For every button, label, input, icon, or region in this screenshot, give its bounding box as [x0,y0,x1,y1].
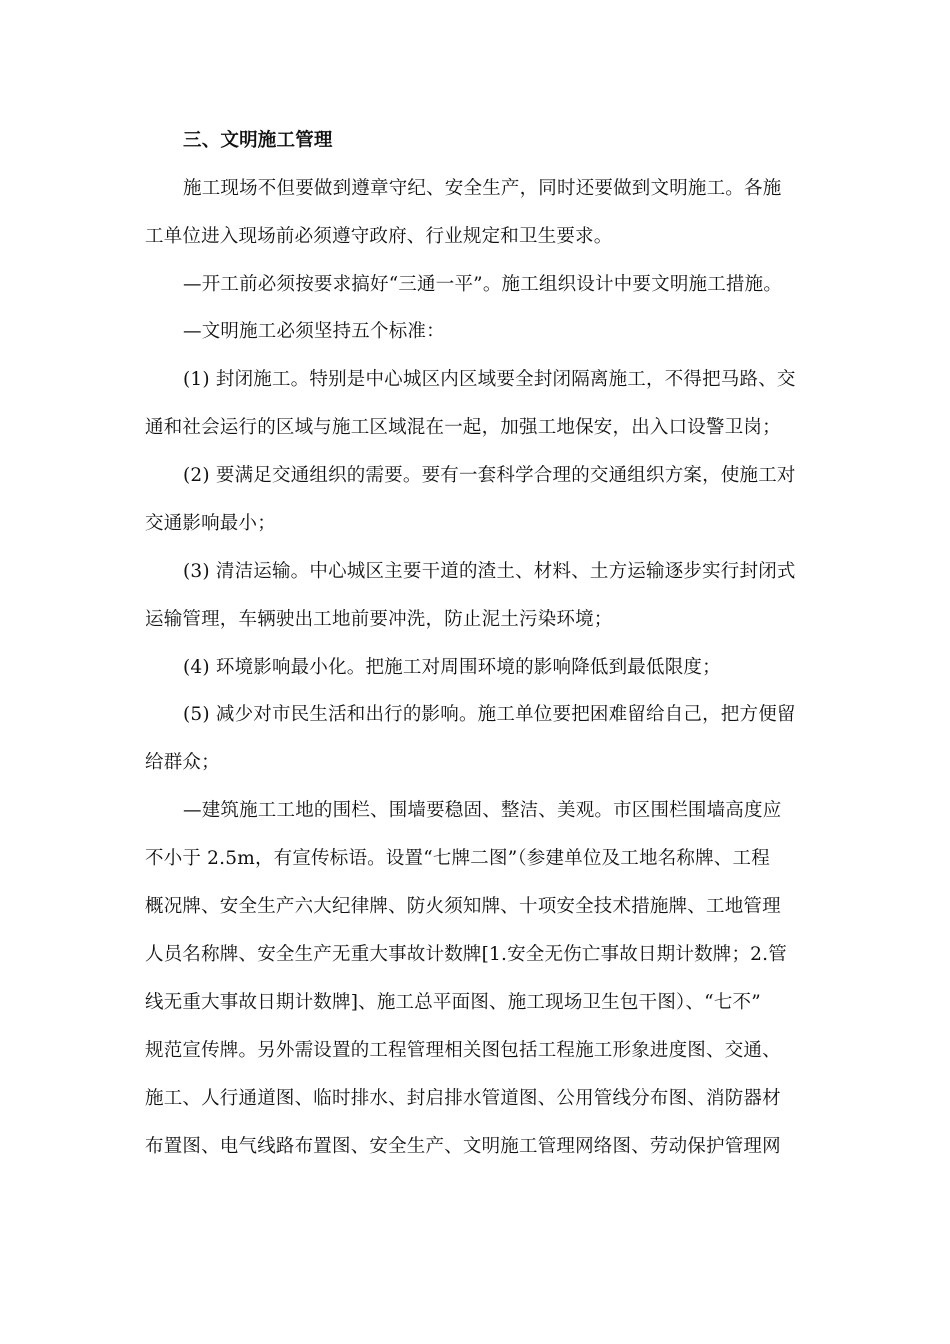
list-item-line: (2) 要满足交通组织的需要。要有一套科学合理的交通组织方案，使施工对 [183,465,796,486]
section-heading: 三、文明施工管理 [183,130,333,151]
list-item-line: 给群众； [145,752,220,773]
list-item-line: 交通影响最小； [145,513,276,534]
paragraph-line: 概况牌、安全生产六大纪律牌、防火须知牌、十项安全技术措施牌、工地管理 [145,896,781,917]
paragraph-line: —开工前必须按要求搞好“三通一平”。施工组织设计中要文明施工措施。 [183,274,783,295]
paragraph-line: —建筑施工工地的围栏、围墙要稳固、整洁、美观。市区围栏围墙高度应 [183,800,782,821]
paragraph-line: 工单位进入现场前必须遵守政府、行业规定和卫生要求。 [145,226,613,247]
list-item-line: 通和社会运行的区域与施工区域混在一起，加强工地保安，出入口设警卫岗； [145,417,781,438]
paragraph-line: 施工现场不但要做到遵章守纪、安全生产，同时还要做到文明施工。各施 [183,178,782,199]
list-item-line: (1) 封闭施工。特别是中心城区内区域要全封闭隔离施工，不得把马路、交 [183,369,796,390]
paragraph-line: 规范宣传牌。另外需设置的工程管理相关图包括工程施工形象进度图、交通、 [145,1040,781,1061]
paragraph-line: 布置图、电气线路布置图、安全生产、文明施工管理网络图、劳动保护管理网 [145,1136,781,1157]
list-item-line: (3) 清洁运输。中心城区主要干道的渣土、材料、土方运输逐步实行封闭式 [183,561,796,582]
paragraph-line: 不小于 2.5m，有宣传标语。设置“七牌二图”（参建单位及工地名称牌、工程 [145,848,770,869]
paragraph-line: 人员名称牌、安全生产无重大事故计数牌[1.安全无伤亡事故日期计数牌；2.管 [145,944,787,965]
list-item-line: (4) 环境影响最小化。把施工对周围环境的影响降低到最低限度； [183,657,721,678]
list-item-line: 运输管理，车辆驶出工地前要冲洗，防止泥土污染环境； [145,609,613,630]
paragraph-line: —文明施工必须坚持五个标准： [183,321,445,342]
list-item-line: (5) 减少对市民生活和出行的影响。施工单位要把困难留给自己，把方便留 [183,704,796,725]
paragraph-line: 施工、人行通道图、临时排水、封启排水管道图、公用管线分布图、消防器材 [145,1088,781,1109]
paragraph-line: 线无重大事故日期计数牌]、施工总平面图、施工现场卫生包干图）、“七不” [145,992,761,1013]
